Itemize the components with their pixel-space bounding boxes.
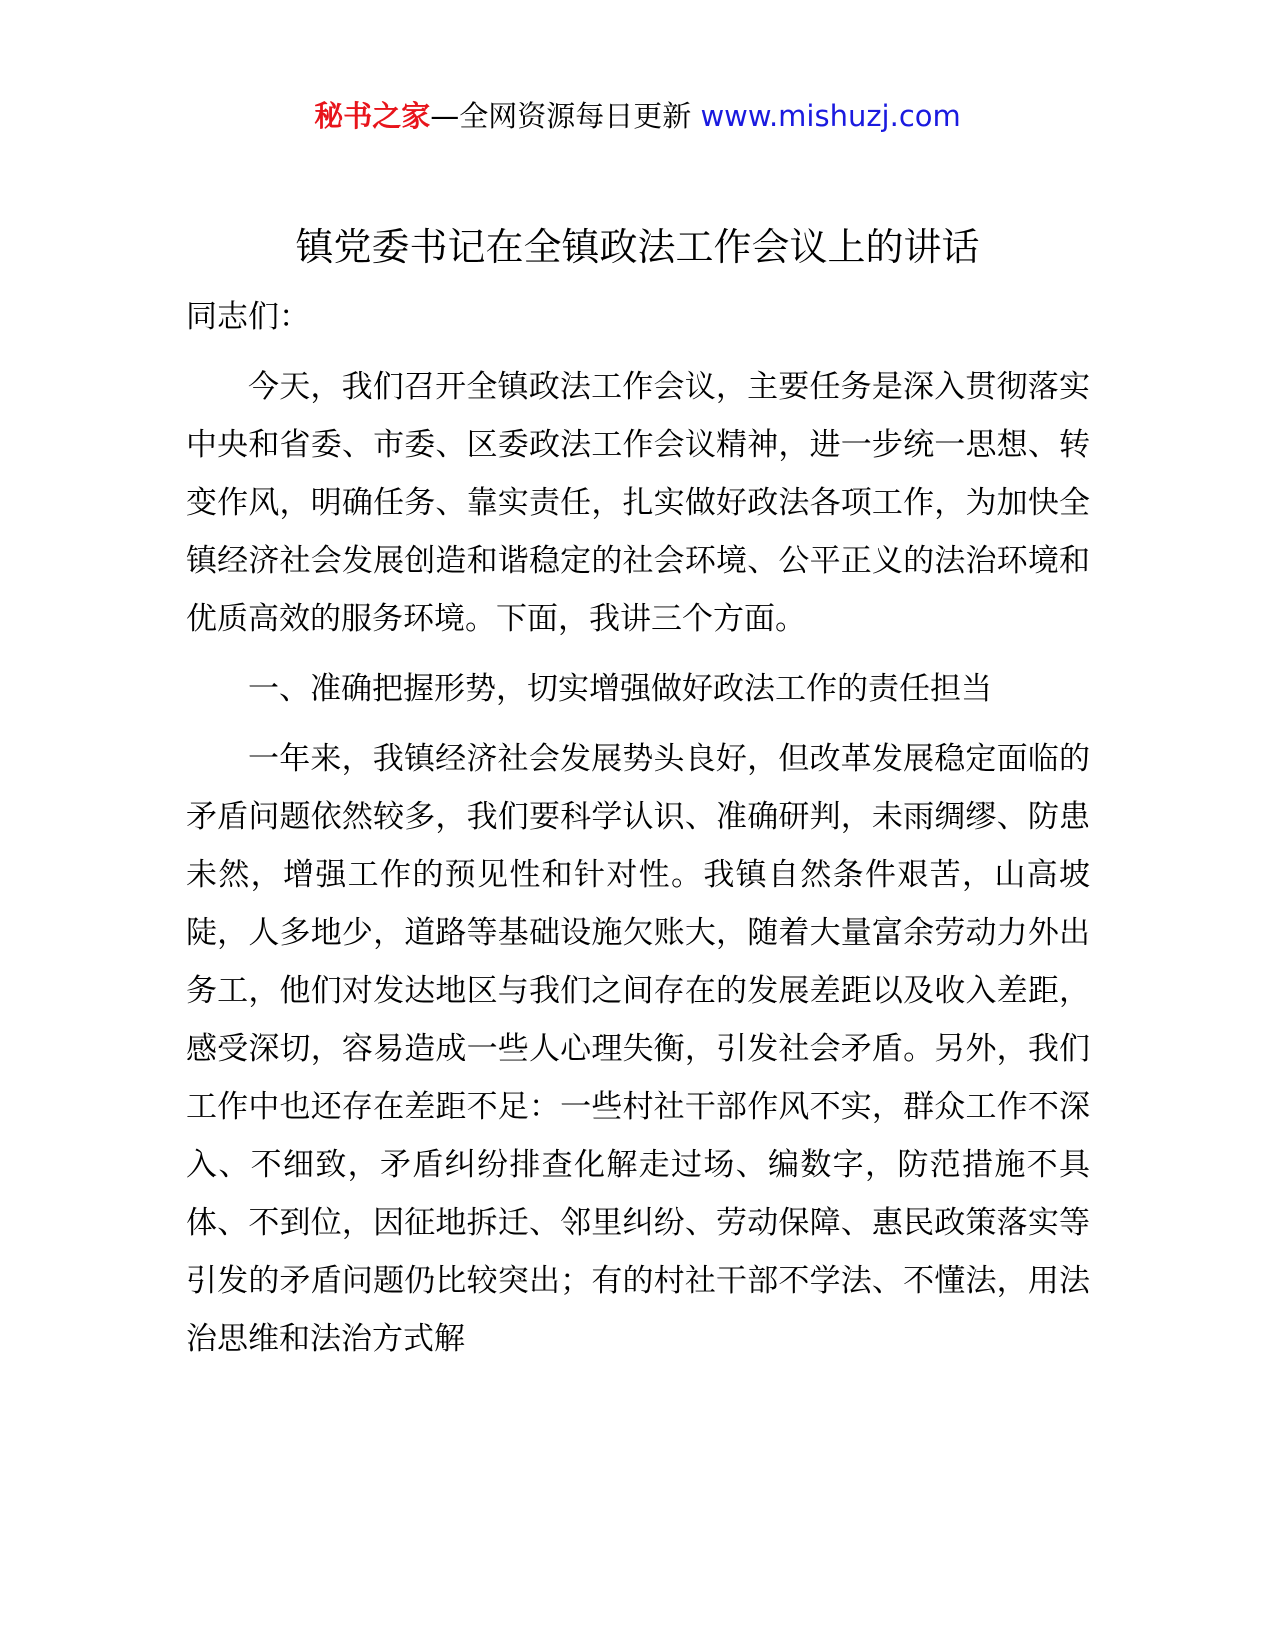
- brand-name: 秘书之家: [314, 99, 431, 133]
- site-header: [0, 96, 1275, 136]
- salutation: 同志们：: [186, 299, 310, 335]
- document-body: [186, 288, 1090, 1368]
- header-tagline: —全网资源每日更新: [430, 99, 701, 133]
- document-title: 镇党委书记在全镇政法工作会议上的讲话: [295, 225, 980, 269]
- site-url-link[interactable]: www.mishuzj.com: [700, 99, 961, 133]
- paragraph-situation: 一年来，我镇经济社会发展势头良好，但改革发展稳定面临的矛盾问题依然较多，我们要科学认识、准确研判，未雨绸缪、防患未然，增强工作的预见性和针对性。我镇自然条件艰苦，山高坡陡，人多地少，道路等基础设施欠账大，随着大量富余劳动力外出务工，他们对发达地区与我们之间存在的发展差距以及收入差距，感受深切，容易造成一些人心理失衡，引发社会矛盾。另外，我们工作中也还存在差距不足：一些村社干部作风不实，群众工作不深入、不细致，矛盾纠纷排查化解走过场、编数字，防范措施不具体、不到位，因征地拆迁、邻里纠纷、劳动保障、惠民政策落实等引发的矛盾问题仍比较突出；有的村社干部不学法、不懂法，用法治思维和法治方式解: [186, 741, 1090, 1357]
- section-heading-1: 一、准确把握形势，切实增强做好政法工作的责任担当: [248, 671, 992, 707]
- paragraph-intro: 今天，我们召开全镇政法工作会议，主要任务是深入贯彻落实中央和省委、市委、区委政法工作会议精神，进一步统一思想、转变作风，明确任务、靠实责任，扎实做好政法各项工作，为加快全镇经济社会发展创造和谐稳定的社会环境、公平正义的法治环境和优质高效的服务环境。下面，我讲三个方面。: [186, 369, 1090, 637]
